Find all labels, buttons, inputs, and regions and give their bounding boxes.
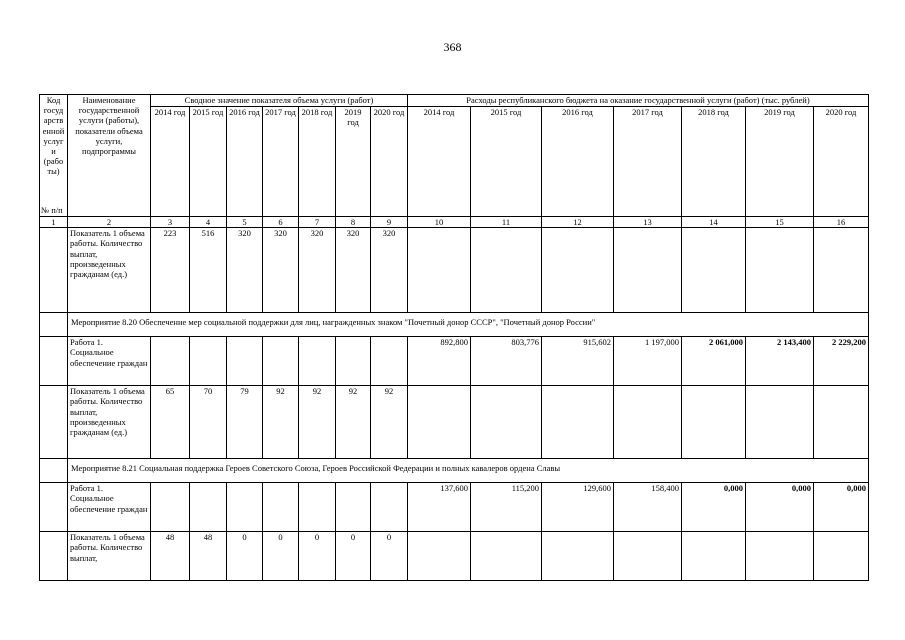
table-row xyxy=(40,532,869,581)
expense-cell xyxy=(542,228,614,313)
expense-cell xyxy=(746,228,814,313)
volume-year-header: 2019 год xyxy=(336,107,371,217)
section-title: Мероприятие 8.21 Социальная поддержка Героев Советского Союза, Героев Российской Федерации и полных кавалеров ордена Славы xyxy=(68,459,869,483)
column-number: 4 xyxy=(190,217,227,228)
row-name: Показатель 1 объема работы. Количество выплат, xyxy=(68,532,151,581)
expenses-year-header: 2015 год xyxy=(471,107,542,217)
row-name: Показатель 1 объема работы. Количество выплат, произведенных гражданам (ед.) xyxy=(68,386,151,459)
volume-cell: 48 xyxy=(190,532,227,581)
column-number: 10 xyxy=(408,217,471,228)
table-row xyxy=(40,483,869,532)
kod-header xyxy=(40,95,68,217)
column-number: 1 xyxy=(40,217,68,228)
expense-cell: 137,600 xyxy=(408,483,471,532)
expense-cell: 803,776 xyxy=(471,337,542,386)
expense-cell xyxy=(408,532,471,581)
expenses-year-header: 2016 год xyxy=(542,107,614,217)
volume-cell: 65 xyxy=(151,386,190,459)
expense-cell xyxy=(614,532,682,581)
volume-cell xyxy=(299,337,336,386)
expense-cell: 2 061,000 xyxy=(682,337,746,386)
section-row xyxy=(40,313,869,337)
volume-cell xyxy=(151,337,190,386)
volume-cell xyxy=(336,483,371,532)
volume-cell: 79 xyxy=(227,386,263,459)
volume-year-header: 2014 год xyxy=(151,107,190,217)
volume-cell xyxy=(371,483,408,532)
kod-cell xyxy=(40,386,68,459)
expense-cell xyxy=(682,228,746,313)
section-kod-cell xyxy=(40,313,68,337)
expense-cell xyxy=(682,386,746,459)
column-number: 3 xyxy=(151,217,190,228)
name-header: Наименование государственной услуги (работы), показатели объема услуги, подпрограммы xyxy=(68,95,151,217)
volume-cell: 0 xyxy=(263,532,299,581)
expenses-year-header: 2014 год xyxy=(408,107,471,217)
expense-cell: 892,800 xyxy=(408,337,471,386)
volume-cell: 0 xyxy=(336,532,371,581)
column-number: 2 xyxy=(68,217,151,228)
expenses-year-header: 2020 год xyxy=(814,107,869,217)
volume-cell xyxy=(263,483,299,532)
volume-cell: 70 xyxy=(190,386,227,459)
column-number: 12 xyxy=(542,217,614,228)
expense-cell xyxy=(746,386,814,459)
volume-cell xyxy=(263,337,299,386)
volume-cell xyxy=(190,337,227,386)
volume-cell xyxy=(227,483,263,532)
column-number: 7 xyxy=(299,217,336,228)
column-number: 9 xyxy=(371,217,408,228)
expense-cell xyxy=(542,532,614,581)
expense-cell: 0,000 xyxy=(682,483,746,532)
volume-cell: 320 xyxy=(227,228,263,313)
expenses-year-header: 2018 год xyxy=(682,107,746,217)
volume-cell: 92 xyxy=(371,386,408,459)
budget-table xyxy=(39,94,869,581)
expense-cell xyxy=(814,532,869,581)
column-number: 15 xyxy=(746,217,814,228)
kod-cell xyxy=(40,532,68,581)
row-name: Работа 1. Социальное обеспечение граждан xyxy=(68,483,151,532)
expense-cell: 0,000 xyxy=(814,483,869,532)
volume-cell xyxy=(190,483,227,532)
kod-np-label: № п/п xyxy=(41,204,63,215)
page-number: 368 xyxy=(443,40,462,54)
volume-year-header: 2017 год xyxy=(263,107,299,217)
expense-cell: 1 197,000 xyxy=(614,337,682,386)
expenses-group-header: Расходы республиканского бюджета на оказание государственной услуги (работ) (тыс. рублей) xyxy=(408,95,869,107)
column-number: 8 xyxy=(336,217,371,228)
volume-cell: 0 xyxy=(371,532,408,581)
volume-cell: 48 xyxy=(151,532,190,581)
table-row xyxy=(40,337,869,386)
column-number: 11 xyxy=(471,217,542,228)
section-title: Мероприятие 8.20 Обеспечение мер социальной поддержки для лиц, награжденных знаком "Почетный донор СССР", "Почетный донор России" xyxy=(68,313,869,337)
volume-cell: 320 xyxy=(263,228,299,313)
expense-cell xyxy=(471,532,542,581)
volume-year-header: 2015 год xyxy=(190,107,227,217)
volume-cell xyxy=(371,337,408,386)
volume-group-header: Сводное значение показателя объема услуги (работ) xyxy=(151,95,408,107)
row-name: Показатель 1 объема работы. Количество выплат, произведенных гражданам (ед.) xyxy=(68,228,151,313)
expense-cell: 2 143,400 xyxy=(746,337,814,386)
expense-cell: 0,000 xyxy=(746,483,814,532)
volume-year-header: 2020 год xyxy=(371,107,408,217)
expense-cell xyxy=(814,228,869,313)
kod-cell xyxy=(40,228,68,313)
expense-cell: 915,602 xyxy=(542,337,614,386)
column-number: 5 xyxy=(227,217,263,228)
expense-cell xyxy=(542,386,614,459)
column-number: 13 xyxy=(614,217,682,228)
volume-cell xyxy=(336,337,371,386)
section-row xyxy=(40,459,869,483)
volume-cell: 0 xyxy=(227,532,263,581)
kod-cell xyxy=(40,483,68,532)
kod-header-text: Код госуд арств енной услуг и (рабо ты) xyxy=(42,95,65,177)
volume-cell: 92 xyxy=(299,386,336,459)
expense-cell xyxy=(408,386,471,459)
kod-cell xyxy=(40,337,68,386)
volume-cell: 516 xyxy=(190,228,227,313)
volume-cell: 320 xyxy=(299,228,336,313)
volume-cell xyxy=(227,337,263,386)
expense-cell: 158,400 xyxy=(614,483,682,532)
volume-year-header: 2016 год xyxy=(227,107,263,217)
expense-cell xyxy=(614,386,682,459)
column-number: 16 xyxy=(814,217,869,228)
volume-cell xyxy=(299,483,336,532)
volume-year-header: 2018 год xyxy=(299,107,336,217)
expense-cell xyxy=(471,228,542,313)
column-number: 6 xyxy=(263,217,299,228)
volume-cell: 320 xyxy=(371,228,408,313)
expense-cell xyxy=(814,386,869,459)
volume-cell: 223 xyxy=(151,228,190,313)
table-row xyxy=(40,386,869,459)
table-row xyxy=(40,228,869,313)
row-name: Работа 1. Социальное обеспечение граждан xyxy=(68,337,151,386)
expense-cell: 2 229,200 xyxy=(814,337,869,386)
volume-cell xyxy=(151,483,190,532)
expense-cell xyxy=(682,532,746,581)
expenses-year-header: 2019 год xyxy=(746,107,814,217)
expense-cell: 115,200 xyxy=(471,483,542,532)
section-kod-cell xyxy=(40,459,68,483)
volume-cell: 92 xyxy=(263,386,299,459)
expense-cell xyxy=(471,386,542,459)
volume-cell: 92 xyxy=(336,386,371,459)
expense-cell: 129,600 xyxy=(542,483,614,532)
volume-cell: 320 xyxy=(336,228,371,313)
expense-cell xyxy=(746,532,814,581)
expenses-year-header: 2017 год xyxy=(614,107,682,217)
volume-cell: 0 xyxy=(299,532,336,581)
expense-cell xyxy=(408,228,471,313)
column-number: 14 xyxy=(682,217,746,228)
expense-cell xyxy=(614,228,682,313)
